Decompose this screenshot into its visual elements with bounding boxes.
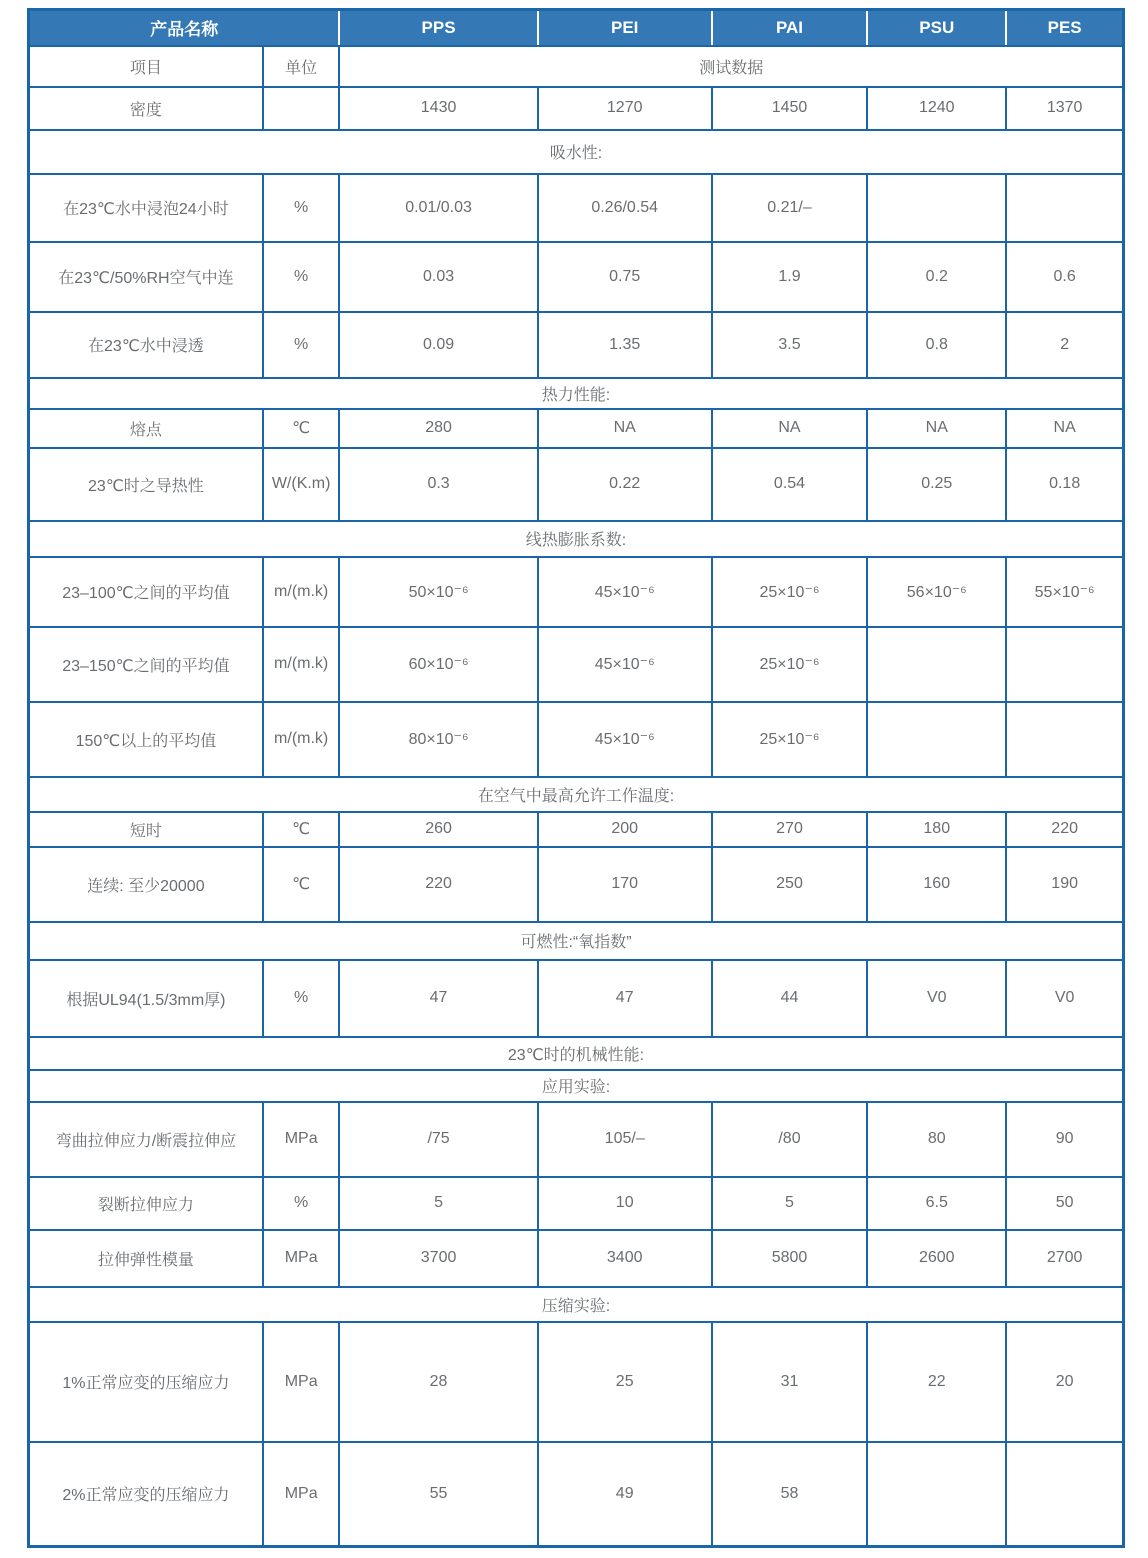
- value-cell: 25×10⁻⁶: [712, 557, 867, 627]
- value-cell: 270: [712, 812, 867, 847]
- row-density: [29, 87, 1124, 130]
- value-cell: [1006, 627, 1123, 702]
- value-cell: 1270: [538, 87, 712, 130]
- row-short-term: [29, 812, 1124, 847]
- row-thermal-conductivity: [29, 448, 1124, 521]
- row-bending-tensile: [29, 1102, 1124, 1177]
- value-cell: 90: [1006, 1102, 1123, 1177]
- unit-cell: MPa: [263, 1102, 340, 1177]
- section-row-compression-test: [29, 1287, 1124, 1322]
- unit-cell: %: [263, 242, 340, 312]
- unit-cell: W/(K.m): [263, 448, 340, 521]
- row-label-cell: 23–100℃之间的平均值: [29, 557, 263, 627]
- value-cell: 3.5: [712, 312, 867, 378]
- row-label-cell: 在23℃水中浸泡24小时: [29, 174, 263, 242]
- value-cell: V0: [867, 960, 1006, 1037]
- value-cell: 0.8: [867, 312, 1006, 378]
- value-cell: [1006, 702, 1123, 777]
- value-cell: 55×10⁻⁶: [1006, 557, 1123, 627]
- value-cell: 25: [538, 1322, 712, 1442]
- subheader-test-data: 测试数据: [339, 46, 1123, 87]
- value-cell: 22: [867, 1322, 1006, 1442]
- value-cell: 0.22: [538, 448, 712, 521]
- value-cell: 0.18: [1006, 448, 1123, 521]
- row-expansion-23-100: [29, 557, 1124, 627]
- value-cell: 31: [712, 1322, 867, 1442]
- value-cell: 47: [538, 960, 712, 1037]
- value-cell: 1450: [712, 87, 867, 130]
- value-cell: 160: [867, 847, 1006, 922]
- value-cell: 56×10⁻⁶: [867, 557, 1006, 627]
- value-cell: 0.25: [867, 448, 1006, 521]
- row-label-cell: 23℃时之导热性: [29, 448, 263, 521]
- value-cell: 105/–: [538, 1102, 712, 1177]
- value-cell: 80×10⁻⁶: [339, 702, 537, 777]
- section-label: 线热膨胀系数:: [29, 521, 1124, 557]
- value-cell: 58: [712, 1442, 867, 1547]
- unit-cell: ℃: [263, 847, 340, 922]
- value-cell: 2700: [1006, 1230, 1123, 1287]
- row-compression-1pct: [29, 1322, 1124, 1442]
- row-continuous: [29, 847, 1124, 922]
- value-cell: 44: [712, 960, 867, 1037]
- value-cell: 50: [1006, 1177, 1123, 1230]
- section-label: 23℃时的机械性能:: [29, 1037, 1124, 1070]
- value-cell: 1430: [339, 87, 537, 130]
- row-label-cell: 短时: [29, 812, 263, 847]
- header-product-name: 产品名称: [29, 10, 340, 46]
- row-expansion-150-plus: [29, 702, 1124, 777]
- section-label: 压缩实验:: [29, 1287, 1124, 1322]
- value-cell: 0.21/–: [712, 174, 867, 242]
- value-cell: 220: [339, 847, 537, 922]
- value-cell: 45×10⁻⁶: [538, 557, 712, 627]
- section-row-water-absorption: [29, 130, 1124, 174]
- section-label: 可燃性:“氧指数”: [29, 922, 1124, 960]
- unit-cell: %: [263, 312, 340, 378]
- value-cell: [867, 702, 1006, 777]
- value-cell: 5800: [712, 1230, 867, 1287]
- value-cell: 45×10⁻⁶: [538, 702, 712, 777]
- value-cell: 170: [538, 847, 712, 922]
- row-label-cell: 2%正常应变的压缩应力: [29, 1442, 263, 1547]
- value-cell: 10: [538, 1177, 712, 1230]
- value-cell: 200: [538, 812, 712, 847]
- value-cell: 0.3: [339, 448, 537, 521]
- row-label-cell: 连续: 至少20000: [29, 847, 263, 922]
- value-cell: 190: [1006, 847, 1123, 922]
- value-cell: 50×10⁻⁶: [339, 557, 537, 627]
- value-cell: 49: [538, 1442, 712, 1547]
- unit-cell: %: [263, 174, 340, 242]
- section-label: 应用实验:: [29, 1070, 1124, 1102]
- value-cell: 25×10⁻⁶: [712, 627, 867, 702]
- header-pei: PEI: [538, 10, 712, 46]
- row-label-cell: 1%正常应变的压缩应力: [29, 1322, 263, 1442]
- subheader-item: 项目: [29, 46, 263, 87]
- value-cell: NA: [867, 409, 1006, 448]
- value-cell: 2600: [867, 1230, 1006, 1287]
- section-row-max-temp: [29, 777, 1124, 812]
- section-row-thermal: [29, 378, 1124, 409]
- value-cell: 3400: [538, 1230, 712, 1287]
- row-label-cell: 弯曲拉伸应力/断震拉伸应: [29, 1102, 263, 1177]
- row-label-cell: 23–150℃之间的平均值: [29, 627, 263, 702]
- table-header-row: [29, 10, 1124, 46]
- value-cell: 0.03: [339, 242, 537, 312]
- value-cell: [1006, 174, 1123, 242]
- row-label-cell: 根据UL94(1.5/3mm厚): [29, 960, 263, 1037]
- value-cell: 1370: [1006, 87, 1123, 130]
- row-label-cell: 在23℃/50%RH空气中连: [29, 242, 263, 312]
- section-label: 在空气中最高允许工作温度:: [29, 777, 1124, 812]
- value-cell: /75: [339, 1102, 537, 1177]
- row-soak-24h: [29, 174, 1124, 242]
- value-cell: [867, 174, 1006, 242]
- value-cell: 28: [339, 1322, 537, 1442]
- value-cell: 220: [1006, 812, 1123, 847]
- unit-cell: m/(m.k): [263, 702, 340, 777]
- row-ul94: [29, 960, 1124, 1037]
- value-cell: 2: [1006, 312, 1123, 378]
- row-label-cell: 熔点: [29, 409, 263, 448]
- row-expansion-23-150: [29, 627, 1124, 702]
- value-cell: 0.26/0.54: [538, 174, 712, 242]
- section-row-flammability: [29, 922, 1124, 960]
- row-water-immersion: [29, 312, 1124, 378]
- value-cell: 180: [867, 812, 1006, 847]
- value-cell: V0: [1006, 960, 1123, 1037]
- value-cell: 60×10⁻⁶: [339, 627, 537, 702]
- value-cell: 20: [1006, 1322, 1123, 1442]
- value-cell: NA: [1006, 409, 1123, 448]
- row-tensile-modulus: [29, 1230, 1124, 1287]
- value-cell: 0.01/0.03: [339, 174, 537, 242]
- subheader-unit: 单位: [263, 46, 340, 87]
- value-cell: 0.6: [1006, 242, 1123, 312]
- header-pai: PAI: [712, 10, 867, 46]
- value-cell: 1.35: [538, 312, 712, 378]
- row-rh-air: [29, 242, 1124, 312]
- unit-cell: m/(m.k): [263, 557, 340, 627]
- row-label-cell: 在23℃水中浸透: [29, 312, 263, 378]
- material-properties-table: [27, 8, 1125, 1548]
- row-label-cell: 密度: [29, 87, 263, 130]
- value-cell: 0.09: [339, 312, 537, 378]
- header-pps: PPS: [339, 10, 537, 46]
- row-label-cell: 裂断拉伸应力: [29, 1177, 263, 1230]
- value-cell: 0.75: [538, 242, 712, 312]
- unit-cell: [263, 87, 340, 130]
- value-cell: [867, 627, 1006, 702]
- value-cell: 47: [339, 960, 537, 1037]
- unit-cell: MPa: [263, 1442, 340, 1547]
- value-cell: [1006, 1442, 1123, 1547]
- value-cell: 3700: [339, 1230, 537, 1287]
- value-cell: 55: [339, 1442, 537, 1547]
- value-cell: /80: [712, 1102, 867, 1177]
- section-label: 热力性能:: [29, 378, 1124, 409]
- value-cell: 280: [339, 409, 537, 448]
- section-row-mechanical: [29, 1037, 1124, 1070]
- value-cell: 5: [712, 1177, 867, 1230]
- value-cell: [867, 1442, 1006, 1547]
- header-pes: PES: [1006, 10, 1123, 46]
- value-cell: 0.54: [712, 448, 867, 521]
- unit-cell: MPa: [263, 1322, 340, 1442]
- value-cell: 25×10⁻⁶: [712, 702, 867, 777]
- row-melting-point: [29, 409, 1124, 448]
- section-row-application-test: [29, 1070, 1124, 1102]
- section-row-expansion: [29, 521, 1124, 557]
- section-label: 吸水性:: [29, 130, 1124, 174]
- subheader-row: [29, 46, 1124, 87]
- unit-cell: %: [263, 1177, 340, 1230]
- value-cell: NA: [538, 409, 712, 448]
- unit-cell: m/(m.k): [263, 627, 340, 702]
- unit-cell: ℃: [263, 812, 340, 847]
- unit-cell: %: [263, 960, 340, 1037]
- value-cell: NA: [712, 409, 867, 448]
- unit-cell: MPa: [263, 1230, 340, 1287]
- row-break-tensile: [29, 1177, 1124, 1230]
- row-compression-2pct: [29, 1442, 1124, 1547]
- row-label-cell: 拉伸弹性模量: [29, 1230, 263, 1287]
- row-label-cell: 150℃以上的平均值: [29, 702, 263, 777]
- value-cell: 80: [867, 1102, 1006, 1177]
- value-cell: 1240: [867, 87, 1006, 130]
- header-psu: PSU: [867, 10, 1006, 46]
- value-cell: 260: [339, 812, 537, 847]
- value-cell: 250: [712, 847, 867, 922]
- value-cell: 1.9: [712, 242, 867, 312]
- value-cell: 6.5: [867, 1177, 1006, 1230]
- unit-cell: ℃: [263, 409, 340, 448]
- value-cell: 0.2: [867, 242, 1006, 312]
- value-cell: 5: [339, 1177, 537, 1230]
- value-cell: 45×10⁻⁶: [538, 627, 712, 702]
